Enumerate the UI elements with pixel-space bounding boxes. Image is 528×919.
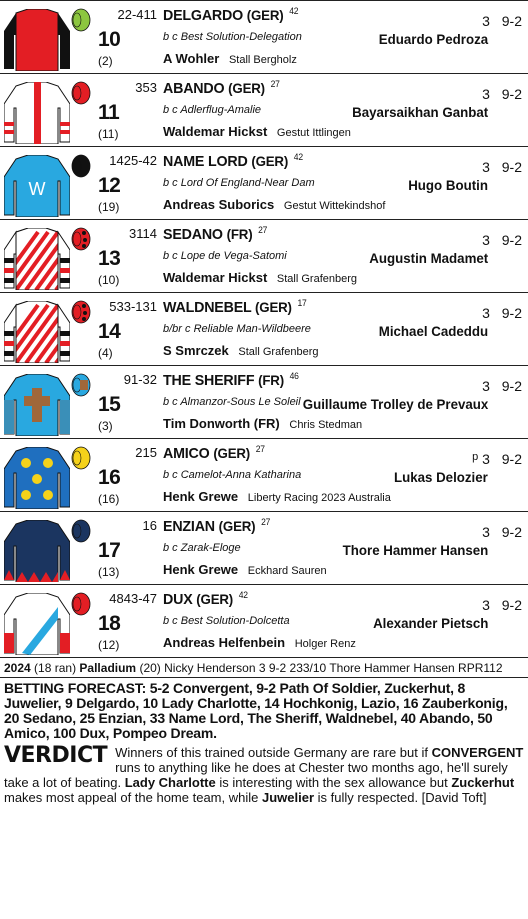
owner-name: Gestut Ittlingen: [276, 127, 351, 139]
runner-trainer-owner: [163, 51, 297, 66]
horse-nationality: (GER): [255, 299, 292, 315]
runner-jockey: Eduardo Pedroza: [378, 31, 488, 47]
runner-trainer-owner: [163, 635, 356, 650]
trainer-name: Andreas Suborics: [163, 197, 275, 212]
verdict-text-4: makes most appeal of the home team, while: [4, 790, 259, 805]
svg-text:W: W: [28, 179, 46, 199]
owner-name: Liberty Racing 2023 Australia: [247, 492, 391, 504]
runner-form: 353: [135, 80, 157, 95]
runner-form: 1425-42: [109, 153, 157, 168]
runner-trainer-owner: [163, 416, 362, 431]
runner-age: 3: [482, 86, 490, 102]
runner-age-weight: [482, 305, 522, 321]
runner-draw: (13): [98, 565, 120, 579]
horse-name[interactable]: AMICO: [163, 445, 210, 462]
horse-rating: 27: [270, 79, 280, 89]
runner-weight: 9-2: [501, 524, 522, 540]
runner-number: 10: [98, 28, 121, 51]
owner-name: Gestut Wittekindshof: [283, 200, 386, 212]
last-year-ran: (18 ran): [34, 661, 77, 675]
runner-weight: 9-2: [501, 159, 522, 175]
runner-name[interactable]: [163, 590, 248, 608]
verdict: [0, 743, 528, 805]
horse-rating: 42: [238, 590, 248, 600]
owner-name: Stall Grafenberg: [276, 273, 358, 285]
owner-name: Stall Grafenberg: [238, 346, 319, 358]
owner-name: Chris Stedman: [289, 419, 363, 431]
runner-row: [0, 0, 528, 73]
runner-name[interactable]: [163, 371, 299, 389]
verdict-label: VERDICT: [4, 743, 108, 768]
runner-name[interactable]: [163, 152, 303, 170]
jockey-silks-icon: [4, 9, 70, 71]
runner-trainer-owner: [163, 270, 357, 285]
horse-name[interactable]: ENZIAN: [163, 518, 215, 535]
runner-age-weight: [482, 597, 522, 613]
runner-trainer-owner: [163, 343, 319, 358]
horse-name[interactable]: DUX: [163, 591, 193, 608]
runner-number: 16: [98, 466, 121, 489]
horse-name[interactable]: SEDANO: [163, 226, 223, 243]
runner-weight: 9-2: [501, 451, 522, 467]
runner-weight: 9-2: [501, 13, 522, 29]
runner-weight: 9-2: [501, 86, 522, 102]
jockey-silks-icon: [4, 301, 70, 363]
runner-draw: (16): [98, 492, 120, 506]
runner-jockey: Bayarsaikhan Ganbat: [351, 104, 488, 120]
runner-row: [0, 365, 528, 438]
jockey-silks-icon: [4, 374, 70, 436]
last-year-details: (20) Nicky Henderson 3 9-2 233/10 Thore Hammer Hansen RPR112: [139, 661, 503, 675]
last-year-result: [0, 657, 528, 677]
runner-breeding: b c Almanzor-Sous Le Soleil: [163, 396, 301, 408]
runner-number: 12: [98, 174, 121, 197]
runner-age-weight: [482, 524, 522, 540]
verdict-text-3: is interesting with the sex allowance but: [219, 775, 448, 790]
runner-jockey: Augustin Madamet: [369, 250, 488, 266]
runner-age-weight: [472, 451, 522, 467]
trainer-name: S Smrczek: [163, 343, 229, 358]
runner-trainer-owner: [163, 197, 385, 212]
runner-trainer-owner: [163, 124, 351, 139]
runner-number: 17: [98, 539, 121, 562]
trainer-name: Henk Grewe: [163, 489, 239, 504]
trainer-name: Waldemar Hickst: [163, 124, 268, 139]
runner-name[interactable]: [163, 444, 265, 462]
runner-row: [0, 511, 528, 584]
runner-row: [0, 219, 528, 292]
runner-name[interactable]: [163, 225, 267, 243]
runner-weight: 9-2: [501, 378, 522, 394]
jockey-silks-icon: [4, 520, 70, 582]
jockey-silks-icon: [4, 447, 70, 509]
horse-nationality: (GER): [196, 591, 234, 607]
jockey-cap-icon: [70, 80, 92, 106]
runner-age-weight: [482, 13, 522, 29]
runner-trainer-owner: [163, 562, 327, 577]
runner-number: 15: [98, 393, 121, 416]
runner-name[interactable]: [163, 79, 280, 97]
betting-forecast: BETTING FORECAST: 5-2 Convergent, 9-2 Path Of Soldier, Zuckerhut, 8 Juwelier, 9 Delgardo, 10 Lady Charlotte, 14 Hochkonig, Lazio, 16 Zauberkonig, 20 Sedano, 25 Enzian, 33 Name Lord, The Sheriff, Waldnebel, 40 Abando, 50 Amico, 100 Dux, Pompeo Dream.: [0, 677, 528, 743]
runner-form: 215: [135, 445, 157, 460]
runner-age: 3: [482, 305, 490, 321]
runner-age-weight: [482, 232, 522, 248]
runner-breeding: b c Lord Of England-Near Dam: [163, 177, 315, 189]
runner-number: 11: [98, 101, 120, 124]
runner-jockey: Guillaume Trolley de Prevaux: [302, 396, 488, 412]
runner-trainer-owner: [163, 489, 391, 504]
runner-draw: (11): [98, 127, 119, 141]
owner-name: Holger Renz: [294, 638, 356, 650]
horse-name[interactable]: ABANDO: [163, 80, 225, 97]
runner-name[interactable]: [163, 298, 307, 316]
horse-rating: 27: [255, 444, 265, 454]
trainer-name: Tim Donworth (FR): [163, 416, 280, 431]
runner-breeding: b c Camelot-Anna Katharina: [163, 469, 302, 481]
jockey-cap-icon: [70, 153, 92, 179]
trainer-name: Waldemar Hickst: [163, 270, 268, 285]
horse-nationality: (GER): [246, 7, 284, 23]
trainer-name: Andreas Helfenbein: [163, 635, 286, 650]
jockey-cap-icon: [70, 7, 92, 33]
last-year-year: 2024: [4, 661, 31, 675]
horse-rating: 42: [293, 152, 303, 162]
runner-form: 16: [142, 518, 157, 533]
verdict-highlight-juwelier: Juwelier: [261, 790, 315, 805]
horse-rating: 27: [261, 517, 271, 527]
runner-number: 13: [98, 247, 121, 270]
horse-nationality: (GER): [251, 153, 289, 169]
jockey-cap-icon: [70, 299, 92, 325]
headgear-code: p: [472, 451, 479, 463]
verdict-highlight-zuckerhut: Zuckerhut: [451, 775, 515, 790]
jockey-cap-icon: [70, 226, 92, 252]
runner-weight: 9-2: [501, 305, 522, 321]
jockey-cap-icon: [70, 372, 92, 398]
runner-age: 3: [482, 13, 490, 29]
runner-form: 91-32: [123, 372, 157, 387]
verdict-highlight-convergent: CONVERGENT: [431, 745, 524, 760]
runner-breeding: b/br c Reliable Man-Wildbeere: [163, 323, 311, 335]
trainer-name: Henk Grewe: [163, 562, 239, 577]
runner-row: [0, 73, 528, 146]
owner-name: Eckhard Sauren: [247, 565, 327, 577]
runner-breeding: b c Best Solution-Delegation: [163, 31, 302, 43]
horse-rating: 42: [289, 6, 299, 16]
jockey-silks-icon: [4, 155, 70, 217]
runner-breeding: b c Lope de Vega-Satomi: [163, 250, 287, 262]
runner-name[interactable]: [163, 6, 298, 24]
verdict-highlight-lady-charlotte: Lady Charlotte: [124, 775, 216, 790]
horse-name[interactable]: THE SHERIFF: [163, 372, 255, 389]
runner-breeding: b c Adlerflug-Amalie: [163, 104, 262, 116]
runner-weight: 9-2: [501, 597, 522, 613]
jockey-silks-icon: [4, 82, 70, 144]
runner-number: 14: [98, 320, 121, 343]
horse-rating: 17: [297, 298, 307, 308]
jockey-cap-icon: [70, 518, 92, 544]
runner-jockey: Lukas Delozier: [394, 469, 488, 485]
runner-age-weight: [482, 159, 522, 175]
runner-age: 3: [482, 597, 490, 613]
runner-age: 3: [482, 524, 490, 540]
runner-weight: 9-2: [501, 232, 522, 248]
horse-name[interactable]: NAME LORD: [163, 153, 248, 170]
verdict-text-1: Winners of this trained outside Germany are rare but if: [115, 745, 428, 760]
runner-form: 3114: [129, 226, 157, 241]
verdict-text-2: runs to anything like he does at Chester two months ago, he'll surely take a lot of beating.: [4, 760, 508, 790]
runner-breeding: b c Zarak-Eloge: [163, 542, 241, 554]
runner-age-weight: [482, 86, 522, 102]
runner-age: 3: [482, 451, 490, 467]
runner-row: [0, 438, 528, 511]
runner-jockey: Michael Cadeddu: [378, 323, 488, 339]
runner-row: [0, 584, 528, 657]
runner-row: [0, 146, 528, 219]
owner-name: Stall Bergholz: [228, 54, 297, 66]
runner-jockey: Thore Hammer Hansen: [342, 542, 488, 558]
runner-draw: (3): [98, 419, 113, 433]
horse-nationality: (GER): [218, 518, 256, 534]
trainer-name: A Wohler: [163, 51, 220, 66]
horse-rating: 27: [258, 225, 268, 235]
runner-name[interactable]: [163, 517, 270, 535]
horse-nationality: (FR): [258, 372, 284, 388]
runner-row: [0, 292, 528, 365]
jockey-silks-icon: [4, 593, 70, 655]
runner-draw: (12): [98, 638, 120, 652]
jockey-cap-icon: [70, 445, 92, 471]
jockey-silks-icon: [4, 228, 70, 290]
runner-jockey: Alexander Pietsch: [372, 615, 488, 631]
verdict-text-5: is fully respected. [David Toft]: [317, 790, 487, 805]
runner-jockey: Hugo Boutin: [408, 177, 488, 193]
last-year-winner: Palladium: [79, 661, 137, 675]
horse-nationality: (GER): [228, 80, 265, 96]
runner-draw: (2): [98, 54, 113, 68]
runner-age: 3: [482, 378, 490, 394]
runner-age: 3: [482, 159, 490, 175]
horse-nationality: (GER): [213, 445, 251, 461]
runner-form: 22-411: [117, 7, 157, 22]
horse-name[interactable]: WALDNEBEL: [163, 299, 252, 316]
runner-form: 4843-47: [109, 591, 157, 606]
runner-age-weight: [482, 378, 522, 394]
runner-draw: (19): [98, 200, 120, 214]
runner-number: 18: [98, 612, 121, 635]
horse-name[interactable]: DELGARDO: [163, 7, 244, 24]
runner-form: 533-131: [109, 299, 157, 314]
runner-breeding: b c Best Solution-Dolcetta: [163, 615, 290, 627]
runner-draw: (10): [98, 273, 120, 287]
horse-nationality: (FR): [226, 226, 253, 242]
runner-age: 3: [482, 232, 490, 248]
runner-draw: (4): [98, 346, 113, 360]
jockey-cap-icon: [70, 591, 92, 617]
horse-rating: 46: [289, 371, 299, 381]
